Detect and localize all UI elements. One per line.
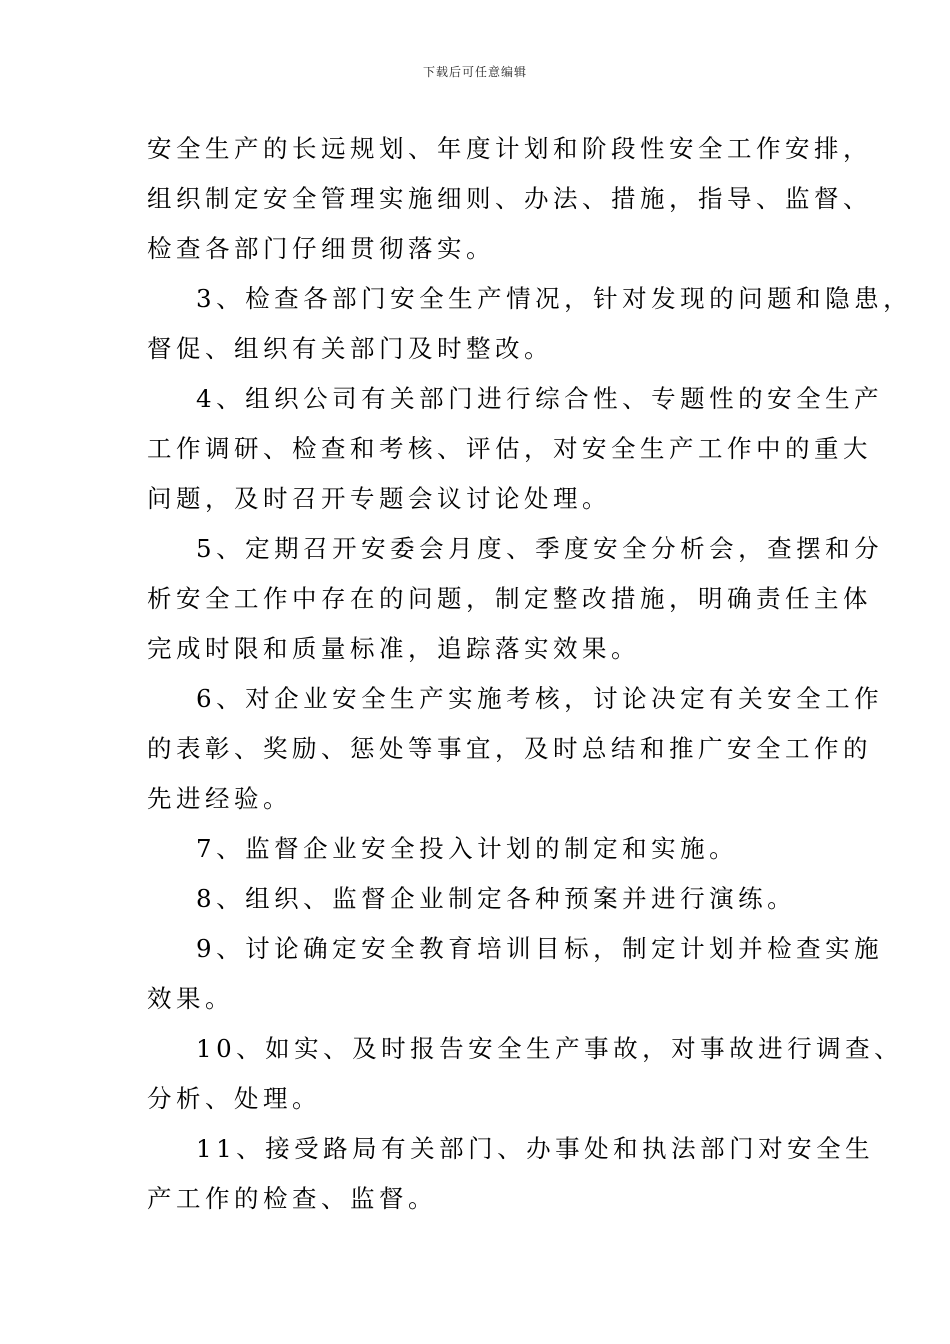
- text-line: 先进经验。: [147, 784, 292, 813]
- text-line: 析安全工作中存在的问题，制定整改措施，明确责任主体: [147, 584, 872, 613]
- text-line: 的表彰、奖励、惩处等事宜，及时总结和推广安全工作的: [147, 734, 872, 763]
- text-line: 效果。: [147, 984, 234, 1013]
- paragraph-start-line: 9、讨论确定安全教育培训目标，制定计划并检查实施: [196, 934, 884, 963]
- text-line: 产工作的检查、监督。: [147, 1184, 437, 1213]
- paragraph-start-line: 6、对企业安全生产实施考核，讨论决定有关安全工作: [196, 684, 884, 713]
- paragraph-start-line: 4、组织公司有关部门进行综合性、专题性的安全生产: [196, 384, 884, 413]
- text-line: 督促、组织有关部门及时整改。: [147, 334, 553, 363]
- text-line: 问题，及时召开专题会议讨论处理。: [147, 484, 611, 513]
- text-line: 工作调研、检查和考核、评估，对安全生产工作中的重大: [147, 434, 872, 463]
- paragraph-start-line: 11、接受路局有关部门、办事处和执法部门对安全生: [196, 1134, 875, 1163]
- document-body: [147, 124, 913, 1224]
- paragraph-start-line: 7、监督企业安全投入计划的制定和实施。: [196, 834, 739, 863]
- paragraph-start-line: 8、组织、监督企业制定各种预案并进行演练。: [196, 884, 797, 913]
- text-line: 检查各部门仔细贯彻落实。: [147, 234, 495, 263]
- text-line: 完成时限和质量标准，追踪落实效果。: [147, 634, 640, 663]
- text-line: 安全生产的长远规划、年度计划和阶段性安全工作安排，: [147, 134, 872, 163]
- page-header: 下载后可任意编辑: [422, 65, 527, 79]
- paragraph-start-line: 5、定期召开安委会月度、季度安全分析会，查摆和分: [196, 534, 884, 563]
- paragraph-start-line: 3、检查各部门安全生产情况，针对发现的问题和隐患，: [196, 284, 913, 313]
- text-line: 组织制定安全管理实施细则、办法、措施，指导、监督、: [147, 184, 872, 213]
- paragraph-start-line: 10、如实、及时报告安全生产事故，对事故进行调查、: [196, 1034, 904, 1063]
- text-line: 分析、处理。: [147, 1084, 321, 1113]
